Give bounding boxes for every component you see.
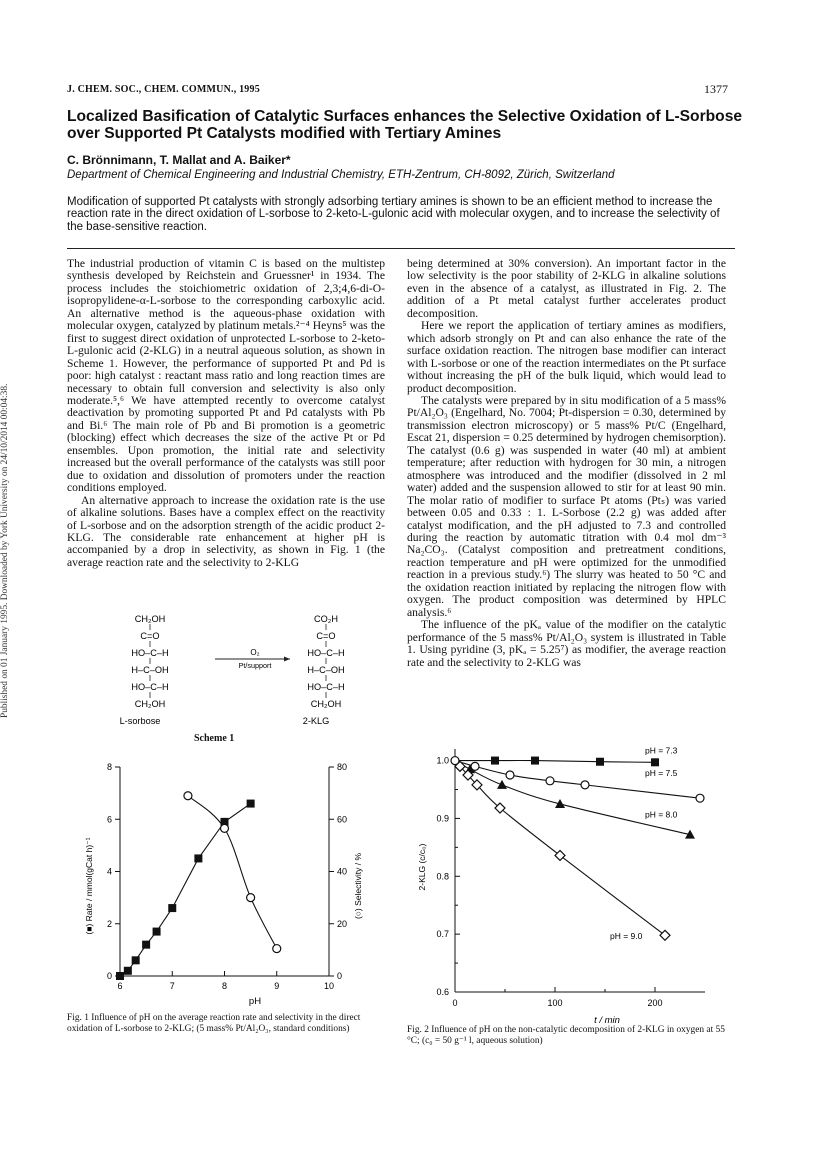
fig1-x-tick-label: 10 bbox=[323, 981, 335, 991]
figure-1-caption: Fig. 1 Influence of pH on the average reaction rate and selectivity in the direct oxidation of L-sorbose to 2-KLG; (5 mass% Pt/Al₂O₃, standard conditions) bbox=[67, 1013, 361, 1034]
fig2-data-point bbox=[651, 758, 659, 766]
fig2-series-label: pH = 9.0 bbox=[610, 930, 643, 941]
fig2-x-tick-label: 100 bbox=[547, 998, 563, 1008]
fig1-data-point bbox=[142, 941, 150, 949]
fig1-y-right-label: (○) Selectivity / % bbox=[353, 852, 363, 920]
fig1-data-point bbox=[168, 904, 176, 912]
figure-2-chart bbox=[407, 737, 732, 1023]
fig2-data-point bbox=[581, 781, 589, 789]
fig2-y-tick-label: 0.9 bbox=[436, 813, 449, 824]
fig2-tick-labels bbox=[436, 756, 662, 1008]
fig1-y-left-label: (■) Rate / mmol(gCat h)⁻¹ bbox=[84, 837, 94, 935]
fig2-data-point bbox=[660, 930, 670, 940]
body-column-right bbox=[407, 258, 726, 669]
fig1-data-point bbox=[247, 894, 255, 902]
figure-2-caption: Fig. 2 Influence of pH on the non-catalytic decomposition of 2-KLG in oxygen at 55 °C; (c₀ = 50 g⁻¹ l, aqueous solution) bbox=[407, 1025, 725, 1046]
fig1-data-point bbox=[247, 800, 255, 808]
fig1-y-right-tick-label: 60 bbox=[337, 814, 348, 825]
reactant-row: CH₂OH bbox=[134, 699, 166, 709]
reactant-name: L-sorbose bbox=[119, 716, 161, 726]
reactant-structure bbox=[120, 614, 169, 726]
fig1-data-point bbox=[273, 945, 281, 953]
fig1-y-left-tick-label: 0 bbox=[106, 971, 112, 981]
arrow-label-bottom: Pt/support bbox=[238, 661, 272, 670]
fig1-tick-labels bbox=[107, 762, 347, 991]
fig2-data-point bbox=[546, 777, 554, 785]
fig1-x-tick-label: 6 bbox=[117, 981, 123, 991]
fig2-series-line bbox=[455, 761, 700, 799]
reactant-row: C=O bbox=[140, 631, 160, 641]
fig2-data-point bbox=[596, 758, 604, 766]
product-row: CO₂H bbox=[314, 614, 338, 624]
reactant-row: H–C–OH bbox=[131, 665, 169, 675]
fig1-x-tick-label: 8 bbox=[221, 981, 228, 991]
fig1-y-right-tick-label: 40 bbox=[337, 866, 348, 877]
paragraph: The influence of the pKₐ value of the modifier on the catalytic performance of the 5 mass% Pt/Al₂O₃ system is illustrated in Table 1. Using pyridine (3, pKₐ = 5.25⁷) as modifier, the average reaction rate and the selectivity to 2-KLG was bbox=[407, 618, 726, 669]
paragraph: being determined at 30% conversion). An important factor in the low selectivity is the poor stability of 2-KLG in alkaline solutions even in the absence of a catalyst, as illustrated in Fig. 2. The addition of a Pt metal catalyst further accelerates product decomposition. bbox=[407, 257, 726, 320]
fig1-data-point bbox=[132, 956, 140, 964]
body-column-left bbox=[67, 258, 385, 569]
abstract: Modification of supported Pt catalysts with strongly adsorbing tertiary amines is shown to be an efficient method to increase the reaction rate in the direct oxidation of L-sorbose to 2-keto-L-gulonic acid with molecular oxygen, and to increase the selectivity of the base-sensitive reaction. bbox=[67, 196, 720, 233]
download-notice bbox=[0, 300, 16, 720]
fig2-curves bbox=[455, 760, 700, 935]
abstract-divider bbox=[67, 248, 735, 249]
fig2-data-point bbox=[531, 757, 539, 765]
paragraph: An alternative approach to increase the oxidation rate is the use of alkaline solutions. Bases have a complex effect on the reactivity of L-sorbose and on the adsorption strength of the acidic product 2-KLG. The considerable rate enhancement at higher pH is accompanied by a drop in selectivity, as shown in Fig. 1 (the average reaction rate and the selectivity to 2-KLG bbox=[67, 493, 385, 569]
product-name: 2-KLG bbox=[302, 716, 330, 726]
fig2-data-point bbox=[506, 771, 514, 779]
article-title: Localized Basification of Catalytic Surfaces enhances the Selective Oxidation of L-Sorbose over Supported Pt Catalysts modified with Tertiary Amines bbox=[67, 108, 743, 142]
paragraph: The catalysts were prepared by in situ modification of a 5 mass% Pt/Al₂O₃ (Engelhard, No. 7004; Pt-dispersion = 0.30, determined by transmission electron microscopy) or 5 mass% Pt/C (Engelhard, Escat 21, dispersion = 0.25 determined by hydrogen chemisorption). The catalyst (0.6 g) was suspended in water (40 ml) at ambient temperature; after reduction with hydrogen for 30 min, a nitrogen atmosphere was introduced and the modifier (dissolved in 2 ml water) added and the suspension allowed to stir for at least 90 min. The molar ratio of modifier to surface Pt atoms (Ptₛ) was varied between 0.05 and 0.33 : 1. L-Sorbose (2.2 g) was added after catalyst modification, and the pH adjusted to 7.3 and controlled during the reaction by automatic titration with 0.4 mol dm⁻³ Na₂CO₃. (Catalyst composition and pretreatment conditions, reaction temperature and pH were optimized for the unmodified reaction in a previous study.⁶) The slurry was heated to 50 °C and the oxidation reaction initiated by replacing the nitrogen flow with oxygen. The product composition was determined by HPLC analysis.⁶ bbox=[407, 393, 726, 619]
fig1-data-point bbox=[194, 854, 202, 862]
arrow-label-top: O₂ bbox=[250, 648, 260, 657]
fig1-x-label: pH bbox=[248, 996, 262, 1007]
fig1-x-tick-label: 7 bbox=[169, 981, 175, 991]
product-row: HO–C–H bbox=[307, 682, 345, 692]
fig2-x-label: t / min bbox=[594, 1015, 620, 1023]
product-row: CH₂OH bbox=[310, 699, 342, 709]
download-notice-text: Published on 01 January 1995. Downloaded by York University on 24/10/2014 00:04:38. bbox=[0, 383, 10, 718]
fig1-series-line bbox=[188, 796, 277, 949]
fig1-y-left-tick-label: 4 bbox=[106, 866, 112, 877]
product-row: C=O bbox=[316, 631, 336, 641]
reactant-row: HO–C–H bbox=[131, 682, 169, 692]
fig2-series-label: pH = 7.3 bbox=[645, 745, 678, 756]
fig2-data-point bbox=[491, 757, 499, 765]
fig1-y-left-tick-label: 6 bbox=[106, 814, 112, 825]
fig1-y-right-tick-label: 0 bbox=[337, 971, 343, 981]
fig2-series-labels bbox=[610, 746, 678, 941]
paragraph: Here we report the application of tertiary amines as modifiers, which adsorb strongly on Pt and can also enhance the rate of the surface oxidation reaction. The nitrogen base modifier can interact with L-sorbose or one of the reaction intermediates on the Pt surface without increasing the pH of the bulk liquid, which would lead to product decomposition. bbox=[407, 319, 726, 395]
paragraph: The industrial production of vitamin C is based on the multistep synthesis developed by Reichstein and Gruessner¹ in 1934. The process includes the stoichiometric oxidation of 2,3;4,6-di-O-isopropylidene-α-L-sorbose to the corresponding carboxylic acid. An alternative method is the aqueous-phase oxidation with molecular oxygen, catalyzed by platinum metals.²⁻⁴ Heyns⁵ was the first to suggest direct oxidation of unprotected L-sorbose to 2-keto-L-gulonic acid (2-KLG) in a neutral aqueous solution, as shown in Scheme 1. However, the performance of supported Pt and Pd is poor: high catalyst : reactant mass ratio and long reaction times are necessary to obtain full conversion and selectivity is also only moderate.⁵,⁶ We have attempted recently to overcome catalyst deactivation by promoting supported Pt and Pd catalysts with Pb and Bi.⁶ The main role of Pb and Bi promotion is a geometric (blocking) effect which decreases the size of the active Pt or Pd ensembles. Upon promotion, the initial rate and selectivity increased but the overall performance of the catalysts was still poor due to oxidation and dissolution of promoters under the reaction conditions employed. bbox=[67, 257, 385, 495]
fig1-y-right-tick-label: 80 bbox=[337, 762, 348, 772]
fig2-y-tick-label: 1.0 bbox=[436, 755, 449, 766]
fig2-y-tick-label: 0.8 bbox=[436, 871, 449, 882]
fig2-data-point bbox=[555, 850, 565, 860]
fig1-y-left-tick-label: 2 bbox=[106, 918, 112, 929]
fig1-data-point bbox=[221, 824, 229, 832]
fig2-series-line bbox=[455, 760, 655, 762]
fig1-data-point bbox=[153, 928, 161, 936]
fig1-series-line bbox=[120, 804, 251, 976]
product-row: HO–C–H bbox=[307, 648, 345, 658]
fig1-curves bbox=[120, 796, 277, 976]
product-row: H–C–OH bbox=[307, 665, 345, 675]
affiliation: Department of Chemical Engineering and Industrial Chemistry, ETH-Zentrum, CH-8092, Zürich, Switzerland bbox=[67, 169, 615, 181]
reaction-arrow bbox=[215, 648, 290, 670]
fig2-y-tick-label: 0.6 bbox=[436, 987, 449, 997]
fig1-y-left-tick-label: 8 bbox=[106, 762, 112, 772]
fig2-y-tick-label: 0.7 bbox=[436, 929, 449, 940]
page-number: 1377 bbox=[704, 82, 728, 96]
fig2-y-label: 2-KLG (c/c₀) bbox=[417, 843, 427, 891]
fig2-series-label: pH = 7.5 bbox=[645, 768, 678, 779]
fig2-series-line bbox=[455, 761, 665, 936]
reactant-row: CH₂OH bbox=[134, 614, 166, 624]
authors: C. Brönnimann, T. Mallat and A. Baiker* bbox=[67, 153, 291, 167]
fig1-data-points bbox=[116, 792, 281, 980]
product-structure bbox=[303, 614, 345, 726]
fig2-origin-point bbox=[451, 757, 459, 765]
fig2-data-point bbox=[696, 794, 704, 802]
fig1-data-point bbox=[184, 792, 192, 800]
fig2-series-label: pH = 8.0 bbox=[645, 809, 678, 820]
fig1-data-point bbox=[124, 967, 132, 975]
fig2-data-point bbox=[497, 780, 507, 789]
fig1-y-right-tick-label: 20 bbox=[337, 918, 348, 929]
reactant-row: HO–C–H bbox=[131, 648, 169, 658]
fig2-x-tick-label: 0 bbox=[452, 998, 458, 1008]
figure-1-chart bbox=[70, 752, 370, 1010]
fig2-x-tick-label: 200 bbox=[647, 998, 663, 1008]
journal-header: J. CHEM. SOC., CHEM. COMMUN., 1995 bbox=[67, 84, 260, 95]
fig1-x-tick-label: 9 bbox=[274, 981, 280, 991]
fig1-data-point bbox=[116, 972, 124, 980]
scheme-caption: Scheme 1 bbox=[194, 733, 235, 744]
scheme-1 bbox=[90, 610, 390, 730]
